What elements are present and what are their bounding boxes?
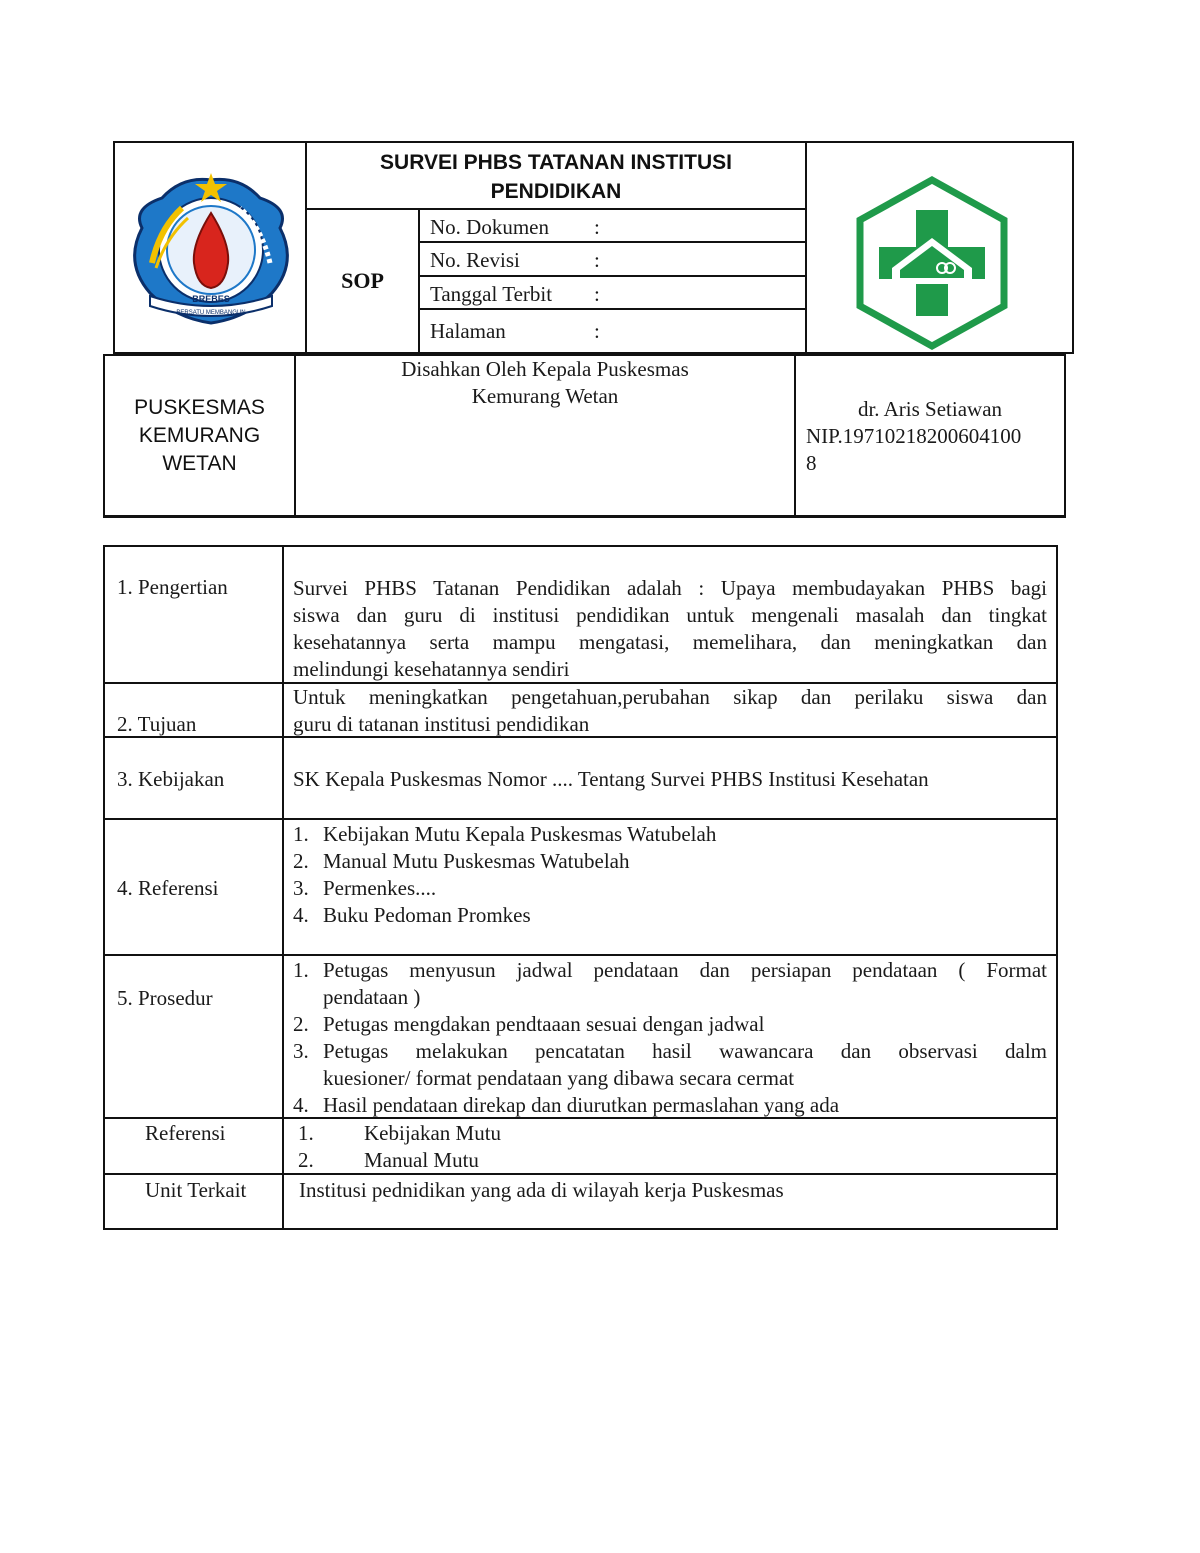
list-text: Buku Pedoman Promkes <box>323 903 531 927</box>
logo-motto: BERSATU MEMBANGUN <box>176 310 246 316</box>
approved-by <box>296 356 794 410</box>
doc-field-tanggal-terbit <box>430 279 800 309</box>
list-text: Manual Mutu <box>364 1148 479 1172</box>
list-item <box>293 1038 1047 1092</box>
list-item <box>293 1011 1047 1038</box>
doc-field-halaman <box>430 316 800 346</box>
list-item <box>293 1092 1047 1119</box>
list-text: pendataan ) <box>323 985 421 1009</box>
section-body-referensi <box>293 821 1047 929</box>
list-number: 4. <box>293 1093 309 1117</box>
list-text: Kebijakan Mutu <box>364 1121 502 1145</box>
signer-nip <box>806 423 1062 477</box>
list-text: Kebijakan Mutu Kepala Puskesmas Watubelah <box>323 822 717 846</box>
doc-field-label: No. Revisi <box>430 248 520 272</box>
list-text: Petugas menyusun jadwal pendataan dan persiapan pendataan ( Format <box>323 958 1047 982</box>
doc-field-label: Tanggal Terbit <box>430 282 553 306</box>
section-label-prosedur: 5. Prosedur <box>117 986 213 1010</box>
doc-field-label: Halaman <box>430 319 506 343</box>
puskesmas-logo <box>852 176 1012 350</box>
pengertian-line: siswa dan guru di institusi pendidikan untuk mengenali masalah dan tingkat <box>293 603 1047 627</box>
title-line-1: SURVEI PHBS TATANAN INSTITUSI <box>380 151 732 174</box>
brebes-logo <box>122 168 300 328</box>
doc-field-value: : <box>594 248 600 272</box>
organization-line-1: PUSKESMAS <box>134 396 265 419</box>
document-title <box>307 148 805 206</box>
list-number: 2. <box>293 849 309 873</box>
section-body-tujuan <box>293 684 1047 738</box>
approved-by-line-2: Kemurang Wetan <box>471 384 619 408</box>
tujuan-line: Untuk meningkatkan pengetahuan,perubahan sikap dan perilaku siswa dan <box>293 685 1047 709</box>
list-text: Petugas mengdakan pendtaaan sesuai dengan jadwal <box>323 1012 765 1036</box>
list-number: 3. <box>293 876 309 900</box>
signer-name: dr. Aris Setiawan <box>857 397 1003 421</box>
organization-line-3: WETAN <box>162 452 237 475</box>
pengertian-line: kesehatannya serta mampu mengatasi, memelihara, dan meningkatkan dan <box>293 630 1047 654</box>
list-item <box>293 821 1047 848</box>
section-label-pengertian: 1. Pengertian <box>117 575 228 599</box>
list-number: 2. <box>298 1148 314 1172</box>
list-number: 1. <box>293 822 309 846</box>
list-number: 1. <box>293 958 309 982</box>
title-line-2: PENDIDIKAN <box>490 180 622 203</box>
list-item <box>293 875 1047 902</box>
list-text: Manual Mutu Puskesmas Watubelah <box>323 849 630 873</box>
approved-by-line-1: Disahkan Oleh Kepala Puskesmas <box>401 357 689 381</box>
list-item <box>293 848 1047 875</box>
list-number: 3. <box>293 1039 309 1063</box>
section-body-unit-terkait: Institusi pednidikan yang ada di wilayah kerja Puskesmas <box>299 1178 784 1202</box>
doc-field-value: : <box>594 282 600 306</box>
list-text: kuesioner/ format pendataan yang dibawa secara cermat <box>323 1066 795 1090</box>
section-body-referensi-2 <box>298 1120 1038 1174</box>
signer-nip-line-2: 8 <box>806 451 817 475</box>
list-number: 4. <box>293 903 309 927</box>
doc-field-no-dokumen <box>430 212 800 242</box>
list-item <box>298 1120 1038 1147</box>
doc-field-value: : <box>594 319 600 343</box>
organization-name <box>105 394 294 478</box>
doc-field-label: No. Dokumen <box>430 215 549 239</box>
section-label-referensi-2: Referensi <box>145 1121 226 1145</box>
organization-line-2: KEMURANG <box>138 424 261 447</box>
doc-field-value: : <box>594 215 600 239</box>
section-label-unit-terkait: Unit Terkait <box>145 1178 247 1202</box>
pengertian-line: Survei PHBS Tatanan Pendidikan adalah : Upaya membudayakan PHBS bagi <box>293 576 1047 600</box>
list-number: 2. <box>293 1012 309 1036</box>
section-label-kebijakan: 3. Kebijakan <box>117 767 225 791</box>
section-body-pengertian <box>293 575 1047 683</box>
logo-text: BREBES <box>192 294 230 304</box>
section-body-prosedur <box>293 957 1047 1119</box>
section-body-kebijakan: SK Kepala Puskesmas Nomor .... Tentang Survei PHBS Institusi Kesehatan <box>293 767 929 791</box>
list-text: Petugas melakukan pencatatan hasil wawancara dan observasi dalm <box>323 1039 1047 1063</box>
list-number: 1. <box>298 1121 314 1145</box>
sop-label: SOP <box>341 268 384 293</box>
pengertian-line: melindungi kesehatannya sendiri <box>293 657 570 681</box>
section-label-tujuan: 2. Tujuan <box>117 712 197 736</box>
list-text: Hasil pendataan direkap dan diurutkan permaslahan yang ada <box>323 1093 840 1117</box>
signer-nip-line-1: NIP.19710218200604100 <box>806 424 1022 448</box>
section-label-referensi: 4. Referensi <box>117 876 219 900</box>
doc-field-no-revisi <box>430 245 800 275</box>
list-text: Permenkes.... <box>323 876 437 900</box>
list-item <box>298 1147 1038 1174</box>
list-item <box>293 957 1047 1011</box>
list-item <box>293 902 1047 929</box>
tujuan-line: guru di tatanan institusi pendidikan <box>293 712 590 736</box>
